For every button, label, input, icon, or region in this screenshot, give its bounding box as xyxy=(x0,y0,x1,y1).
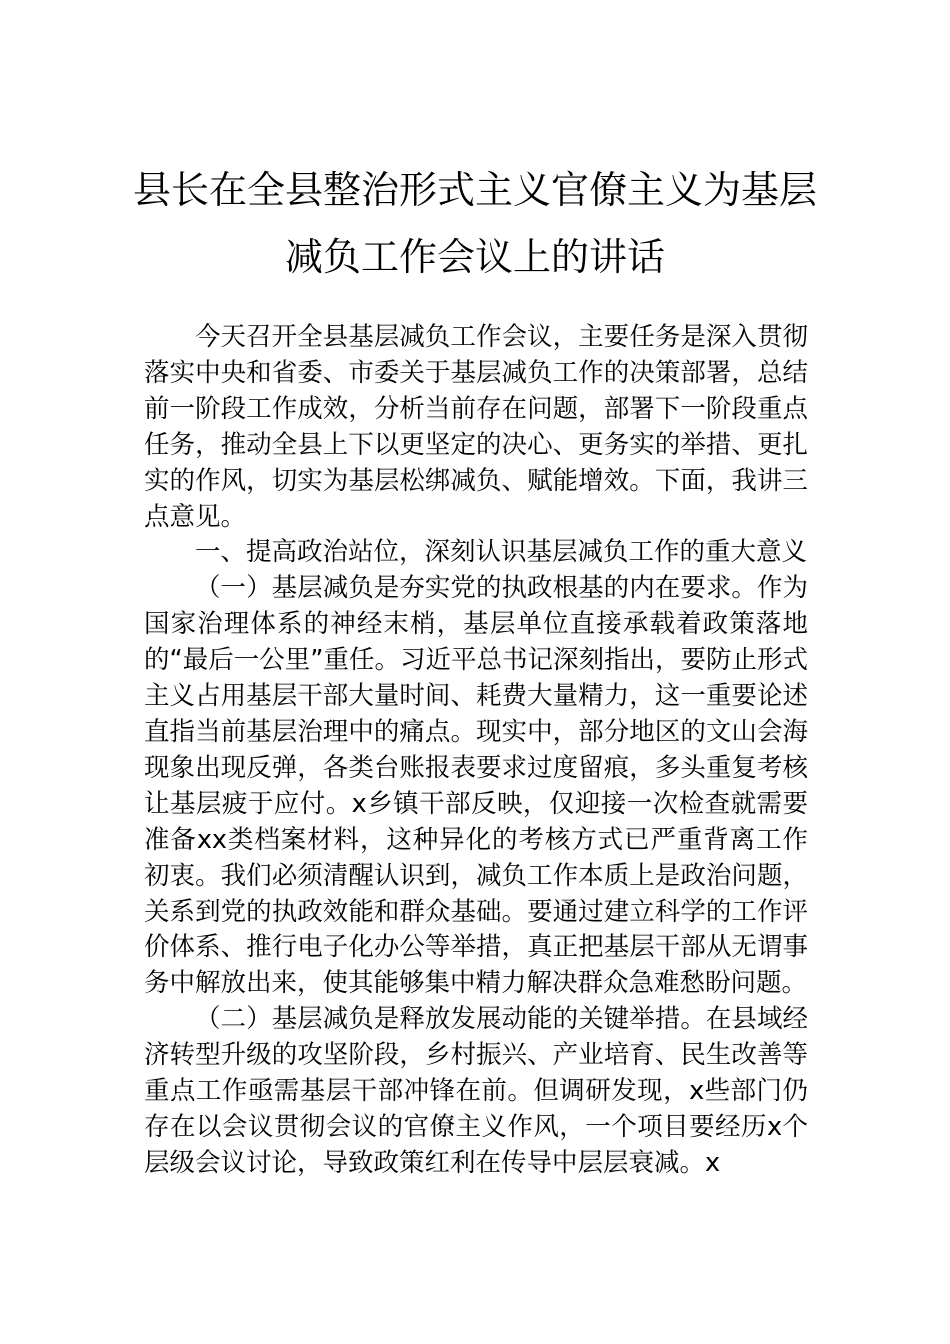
document-body xyxy=(144,320,808,1182)
document-title-line-1: 县长在全县整治形式主义官僚主义为基层 xyxy=(132,168,817,212)
subsection-paragraph-2: （二）基层减负是释放发展动能的关键举措。在县域经济转型升级的攻坚阶段，乡村振兴、产业培育、民生改善等重点工作亟需基层干部冲锋在前。但调研发现，x些部门仍存在以会议贯彻会议的官僚主义作风，一个项目要经历x个层级会议讨论，导致政策红利在传导中层层衰减。x xyxy=(144,1004,808,1178)
section-heading-1: 一、提高政治站位，深刻认识基层减负工作的重大意义 xyxy=(195,537,808,568)
subsection-paragraph-1: （一）基层减负是夯实党的执政根基的内在要求。作为国家治理体系的神经末梢，基层单位直接承载着政策落地的“最后一公里”重任。习近平总书记深刻指出，要防止形式主义占用基层干部大量时间、耗费大量精力，这一重要论述直指当前基层治理中的痛点。现实中，部分地区的文山会海现象出现反弹，各类台账报表要求过度留痕，多头重复考核让基层疲于应付。x乡镇干部反映，仅迎接一次检查就需要准备xx类档案材料，这种异化的考核方式已严重背离工作初衷。我们必须清醒认识到，减负工作本质上是政治问题，关系到党的执政效能和群众基础。要通过建立科学的工作评价体系、推行电子化办公等举措，真正把基层干部从无谓事务中解放出来，使其能够集中精力解决群众急难愁盼问题。 xyxy=(144,573,808,999)
document-title-line-2: 减负工作会议上的讲话 xyxy=(284,235,665,279)
intro-paragraph: 今天召开全县基层减负工作会议，主要任务是深入贯彻落实中央和省委、市委关于基层减负工作的决策部署，总结前一阶段工作成效，分析当前存在问题，部署下一阶段重点任务，推动全县上下以更坚定的决心、更务实的举措、更扎实的作风，切实为基层松绑减负、赋能增效。下面，我讲三点意见。 xyxy=(144,322,808,532)
